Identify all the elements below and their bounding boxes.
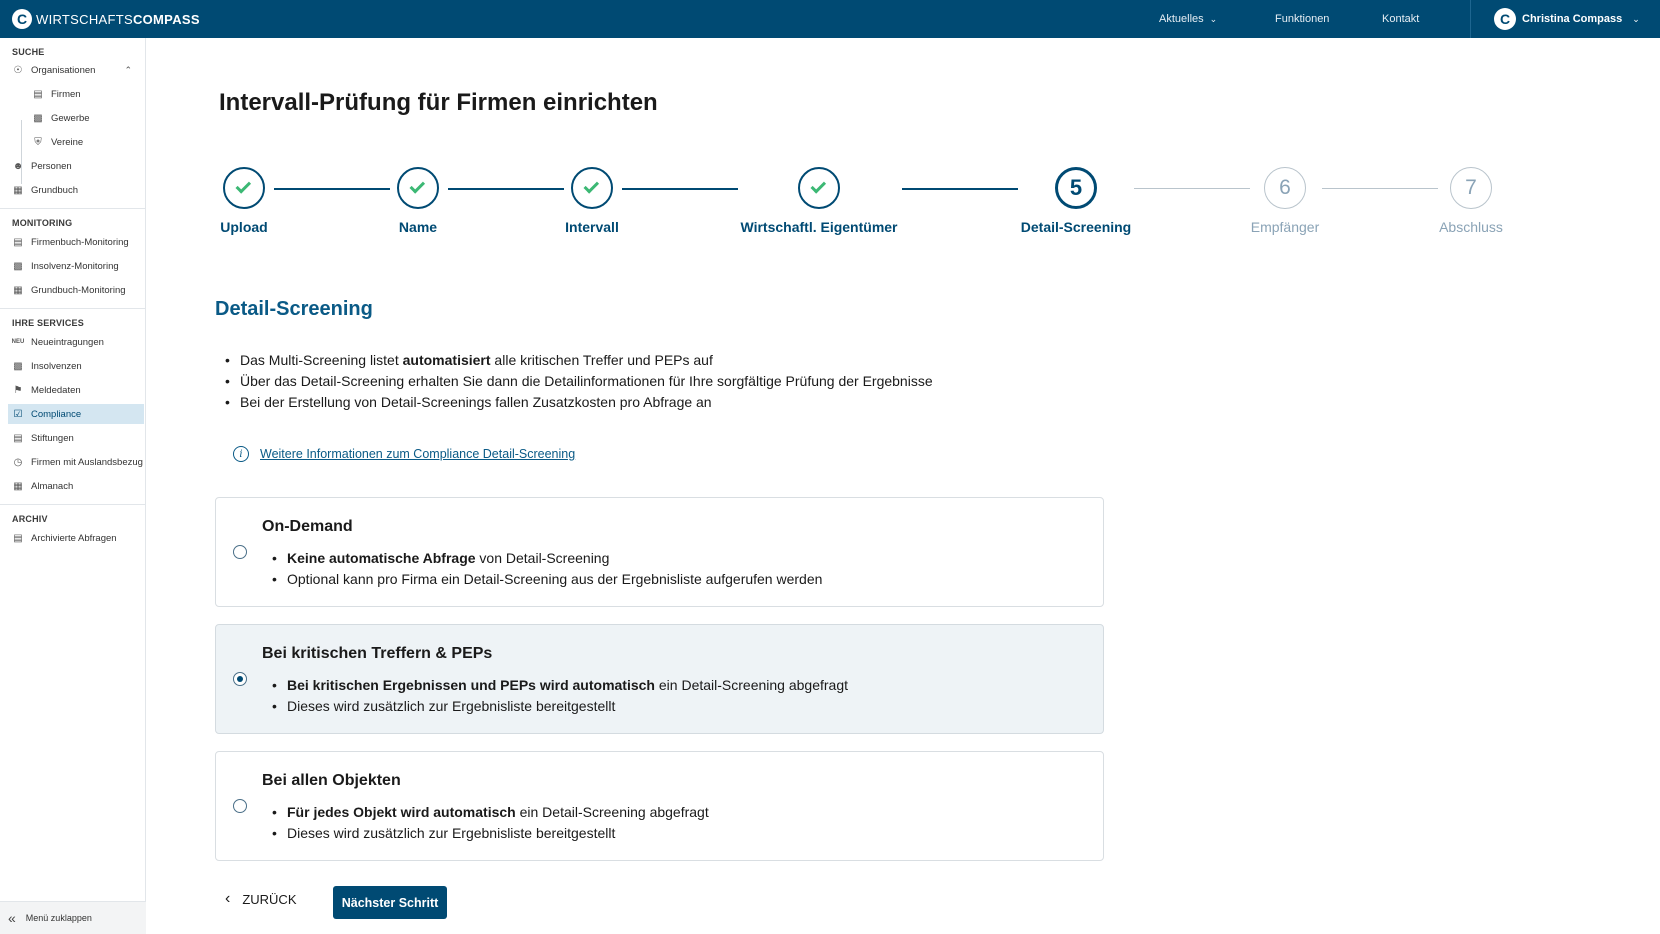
sidebar-item-stiftungen[interactable] bbox=[8, 428, 144, 448]
user-divider bbox=[1470, 0, 1471, 38]
sidebar-item-label: Stiftungen bbox=[31, 432, 74, 444]
list-item: • Bei der Erstellung von Detail-Screenings fallen Zusatzkosten pro Abfrage an bbox=[225, 392, 933, 413]
sidebar-item-label: Insolvenzen bbox=[31, 360, 82, 372]
chevron-left-icon: ‹ bbox=[225, 890, 231, 907]
sidebar-item-almanach[interactable] bbox=[8, 476, 144, 496]
sidebar-item-label: Grundbuch bbox=[31, 184, 79, 196]
monitor-building-icon: ▤ bbox=[13, 236, 23, 248]
chevron-down-icon: ⌄ bbox=[1632, 13, 1640, 24]
user-avatar-icon: C bbox=[1494, 8, 1516, 30]
divider bbox=[0, 308, 146, 309]
step-label: Upload bbox=[220, 219, 268, 235]
insolvency-icon: ▩ bbox=[13, 360, 23, 372]
sidebar-item-label: Firmen mit Auslandsbezug bbox=[31, 456, 143, 468]
sidebar-item-compliance[interactable] bbox=[8, 404, 144, 424]
nav-funktionen[interactable] bbox=[1275, 0, 1329, 38]
step-label: Wirtschaftl. Eigentümer bbox=[740, 219, 898, 235]
logo[interactable] bbox=[12, 9, 200, 29]
step-label: Empfänger bbox=[1250, 219, 1320, 235]
sidebar-item-label: Neueintragungen bbox=[31, 336, 104, 348]
list-item: • Für jedes Objekt wird automatisch ein Detail-Screening abgefragt bbox=[272, 802, 709, 823]
step-7-abschluss bbox=[1450, 167, 1492, 209]
sidebar-item-organisationen[interactable] bbox=[8, 60, 144, 80]
sidebar-item-meldedaten[interactable] bbox=[8, 380, 144, 400]
option-title: On-Demand bbox=[262, 518, 353, 535]
sidebar-item-label: Almanach bbox=[31, 480, 74, 492]
radio-kritische-treffer[interactable] bbox=[233, 672, 247, 686]
section-title-archiv: ARCHIV bbox=[12, 514, 48, 524]
sidebar-item-firmenbuch-monitoring[interactable] bbox=[8, 232, 144, 252]
section-title-ihre-services: IHRE SERVICES bbox=[12, 318, 84, 328]
sidebar-item-label: Personen bbox=[31, 160, 72, 172]
option-title: Bei allen Objekten bbox=[262, 772, 401, 789]
stepper-connector-pending bbox=[1134, 188, 1250, 189]
sidebar-item-label: Meldedaten bbox=[31, 384, 81, 396]
sidebar-item-label: Vereine bbox=[51, 136, 84, 148]
sidebar-item-firmen[interactable] bbox=[28, 84, 144, 104]
sidebar-item-label: Grundbuch-Monitoring bbox=[31, 284, 126, 296]
top-bar bbox=[0, 0, 1660, 38]
checkbox-icon: ☑ bbox=[13, 408, 23, 420]
info-row bbox=[233, 446, 575, 462]
info-link[interactable]: Weitere Informationen zum Compliance Detail-Screening bbox=[260, 447, 576, 461]
sidebar-item-label: Firmen bbox=[51, 88, 81, 100]
description-list bbox=[225, 350, 933, 413]
sidebar-item-auslandsbezug[interactable] bbox=[8, 452, 144, 472]
shield-icon: ⛨ bbox=[34, 136, 42, 148]
monitor-land-icon: ▦ bbox=[13, 284, 23, 296]
next-step-button[interactable]: Nächster Schritt bbox=[333, 886, 447, 919]
nav-aktuelles[interactable] bbox=[1159, 0, 1217, 38]
new-badge-icon: NEU bbox=[11, 339, 25, 345]
info-icon: i bbox=[233, 446, 249, 462]
person-icon: ☻ bbox=[12, 160, 24, 172]
sidebar-item-label: Compliance bbox=[31, 408, 82, 420]
list-item: • Keine automatische Abfrage von Detail-Screening bbox=[272, 548, 822, 569]
step-number: 6 bbox=[1279, 176, 1291, 199]
sidebar-item-label: Firmenbuch-Monitoring bbox=[31, 236, 129, 248]
back-button[interactable] bbox=[225, 890, 297, 908]
sidebar bbox=[0, 38, 146, 934]
stepper-connector bbox=[448, 188, 564, 190]
checkmark-icon bbox=[584, 178, 600, 194]
option-kritische-treffer[interactable] bbox=[215, 624, 1104, 734]
globe-icon: ◷ bbox=[13, 456, 23, 468]
sidebar-item-personen[interactable] bbox=[8, 156, 144, 176]
nav-kontakt-label: Kontakt bbox=[1382, 13, 1420, 25]
sidebar-item-label: Insolvenz-Monitoring bbox=[31, 260, 119, 272]
nav-aktuelles-label: Aktuelles bbox=[1159, 13, 1204, 25]
monitor-insolvency-icon: ▩ bbox=[13, 260, 23, 272]
radio-alle-objekte[interactable] bbox=[233, 799, 247, 813]
option-on-demand[interactable] bbox=[215, 497, 1104, 607]
step-label: Intervall bbox=[565, 219, 619, 235]
stepper-connector bbox=[622, 188, 738, 190]
list-item: • Bei kritischen Ergebnissen und PEPs wird automatisch ein Detail-Screening abgefragt bbox=[272, 675, 848, 696]
section-title-monitoring: MONITORING bbox=[12, 218, 73, 228]
chevron-down-icon: ⌄ bbox=[1209, 13, 1218, 24]
radio-on-demand[interactable] bbox=[233, 545, 247, 559]
option-title: Bei kritischen Treffern & PEPs bbox=[262, 645, 493, 662]
sidebar-item-grundbuch[interactable] bbox=[8, 180, 144, 200]
section-title: Detail-Screening bbox=[215, 298, 373, 320]
step-label: Detail-Screening bbox=[1020, 219, 1132, 235]
collapse-menu-button[interactable] bbox=[0, 901, 146, 934]
option-alle-objekte[interactable] bbox=[215, 751, 1104, 861]
list-item: • Optional kann pro Firma ein Detail-Screening aus der Ergebnisliste aufgerufen werden bbox=[272, 569, 822, 590]
option-details bbox=[272, 675, 848, 717]
user-menu[interactable] bbox=[1494, 0, 1640, 38]
double-chevron-left-icon: « bbox=[8, 910, 16, 926]
user-name: Christina Compass bbox=[1522, 13, 1623, 25]
stepper-connector-pending bbox=[1322, 188, 1438, 189]
chevron-up-icon: ⌃ bbox=[124, 64, 132, 75]
sidebar-item-vereine[interactable] bbox=[28, 132, 144, 152]
nav-kontakt[interactable] bbox=[1382, 0, 1419, 38]
book-icon: ▦ bbox=[13, 184, 23, 196]
sidebar-item-gewerbe[interactable] bbox=[28, 108, 144, 128]
checkmark-icon bbox=[236, 178, 252, 194]
sidebar-item-label: Gewerbe bbox=[51, 112, 90, 124]
stepper-connector bbox=[274, 188, 390, 190]
divider bbox=[0, 504, 146, 505]
sidebar-item-label: Organisationen bbox=[31, 64, 96, 76]
list-item: • Das Multi-Screening listet automatisiert alle kritischen Treffer und PEPs auf bbox=[225, 350, 933, 371]
sidebar-item-insolvenz-monitoring[interactable] bbox=[8, 256, 144, 276]
step-3-intervall[interactable] bbox=[571, 167, 613, 209]
step-1-upload[interactable] bbox=[223, 167, 265, 209]
archive-icon: ▤ bbox=[13, 532, 23, 544]
section-title-suche: SUCHE bbox=[12, 47, 45, 57]
flag-icon: ⚑ bbox=[13, 384, 23, 396]
institution-icon: ▤ bbox=[13, 432, 23, 444]
collapse-menu-label: Menü zuklappen bbox=[25, 913, 92, 923]
step-4-wirtschaftl-eigentuemer[interactable] bbox=[798, 167, 840, 209]
list-item: • Dieses wird zusätzlich zur Ergebnisliste bereitgestellt bbox=[272, 696, 848, 717]
building-icon: ▤ bbox=[33, 88, 43, 100]
step-label: Abschluss bbox=[1439, 219, 1503, 235]
divider bbox=[0, 208, 146, 209]
list-item: • Über das Detail-Screening erhalten Sie dann die Detailinformationen für Ihre sorgfältige Prüfung der Ergebnisse bbox=[225, 371, 933, 392]
checkmark-icon bbox=[410, 178, 426, 194]
factory-icon: ▩ bbox=[33, 112, 43, 124]
logo-text: WIRTSCHAFTSCOMPASS bbox=[36, 11, 200, 27]
back-label: ZURÜCK bbox=[242, 891, 297, 907]
list-item: • Dieses wird zusätzlich zur Ergebnisliste bereitgestellt bbox=[272, 823, 709, 844]
step-label: Name bbox=[398, 219, 438, 235]
step-6-empfaenger bbox=[1264, 167, 1306, 209]
checkmark-icon bbox=[811, 178, 827, 194]
compass-logo-icon: C bbox=[12, 9, 32, 29]
stepper-connector bbox=[902, 188, 1018, 190]
sidebar-item-label: Archivierte Abfragen bbox=[31, 532, 117, 544]
nav-funktionen-label: Funktionen bbox=[1275, 13, 1330, 25]
page-title: Intervall-Prüfung für Firmen einrichten bbox=[219, 89, 658, 116]
step-number: 7 bbox=[1465, 176, 1477, 199]
sidebar-item-neueintragungen[interactable] bbox=[8, 332, 144, 352]
step-2-name[interactable] bbox=[397, 167, 439, 209]
sidebar-item-insolvenzen[interactable] bbox=[8, 356, 144, 376]
almanac-icon: ▦ bbox=[13, 480, 23, 492]
sidebar-item-archivierte-abfragen[interactable] bbox=[8, 528, 144, 548]
option-details bbox=[272, 548, 822, 590]
sidebar-item-grundbuch-monitoring[interactable] bbox=[8, 280, 144, 300]
step-5-detail-screening bbox=[1055, 167, 1097, 209]
option-details bbox=[272, 802, 709, 844]
compass-icon: ☉ bbox=[13, 64, 23, 76]
step-number: 5 bbox=[1069, 175, 1083, 200]
